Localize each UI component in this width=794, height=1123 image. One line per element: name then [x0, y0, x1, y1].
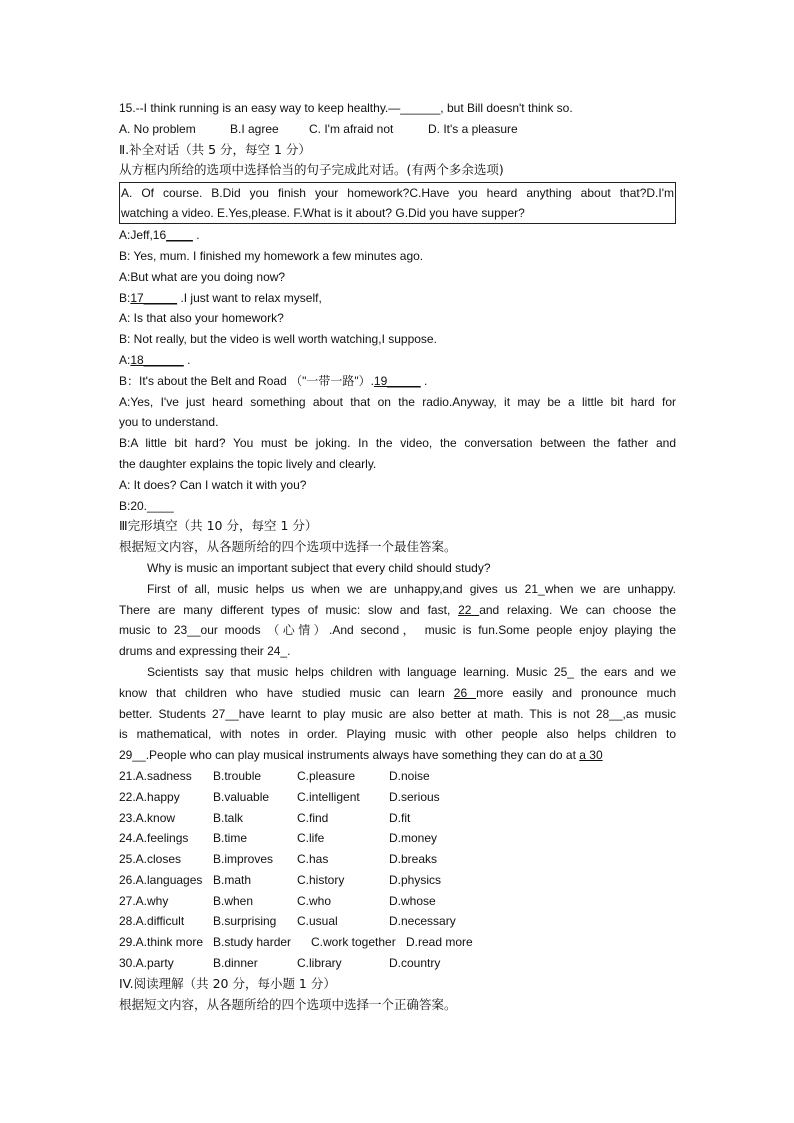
option-b: B.I agree — [230, 121, 279, 136]
option-c: C. I'm afraid not — [309, 121, 394, 136]
passage-line: There are many different types of music: slow and fast, 22 and relaxing. We can choose the — [119, 602, 676, 617]
question-15-options — [119, 119, 676, 140]
dialog-line: B:A little bit hard? You must be joking. In the video, the conversation between the father and — [119, 436, 676, 451]
passage-line: 29__.People who can play musical instruments always have something they can do at a 30 — [119, 748, 603, 763]
blank-18: 18______ — [130, 352, 184, 367]
section-4-instruction: 根据短文内容，从各题所给的四个选项中选择一个正确答案。 — [119, 996, 457, 1012]
options-box — [119, 182, 676, 224]
choice-row: 29.A.think more B.study harder C.work together D.read more — [119, 935, 473, 950]
dialog-line: B：It's about the Belt and Road （"一带一路"）.19_____ . — [119, 373, 428, 388]
dialog-line: A: Is that also your homework? — [119, 311, 284, 326]
choice-row: 23.A.know B.talk C.find D.fit — [119, 810, 411, 825]
passage-paragraph-2 — [119, 662, 676, 766]
dialog — [119, 225, 676, 516]
passage-paragraph-1 — [119, 579, 676, 662]
section-3-heading: Ⅲ完形填空（共 10 分，每空 1 分） — [119, 518, 318, 534]
dialog-line: you to understand. — [119, 415, 219, 430]
choice-row: 28.A.difficult B.surprising C.usual D.necessary — [119, 914, 456, 929]
options-box-line-1: A. Of course. B.Did you finish your homework?C.Have you heard anything about that?D.I'm — [121, 186, 674, 201]
passage-line: Scientists say that music helps children with language learning. Music 25_ the ears and we — [147, 664, 676, 679]
dialog-line: A: It does? Can I watch it with you? — [119, 477, 307, 492]
options-box-line-2: watching a video. E.Yes,please. F.What is it about? G.Did you have supper? — [121, 206, 525, 221]
exam-page — [119, 98, 676, 1015]
blank-30: a 30 — [579, 748, 603, 763]
section-4-heading: IV.阅读理解（共 20 分，每小题 1 分） — [119, 975, 336, 991]
choice-row: 24.A.feelings B.time C.life D.money — [119, 831, 438, 846]
dialog-line: A:Jeff,16____ . — [119, 228, 200, 243]
passage-line: know that children who have studied music can learn 26 more easily and pronounce much — [119, 685, 676, 700]
dialog-line: A:18______ . — [119, 352, 191, 367]
choice-row: 25.A.closes B.improves C.has D.breaks — [119, 852, 438, 867]
dialog-line: B: Not really, but the video is well worth watching,I suppose. — [119, 332, 437, 347]
blank-16: ____ — [166, 228, 193, 243]
choice-row: 30.A.party B.dinner C.library D.country — [119, 956, 441, 971]
question-15: 15.--I think running is an easy way to keep healthy.—______, but Bill doesn't think so. — [119, 101, 573, 115]
choices-list — [119, 766, 676, 974]
blank-26: 26 — [453, 685, 477, 700]
dialog-line: B: Yes, mum. I finished my homework a few minutes ago. — [119, 248, 424, 263]
passage-line: is mathematical, with notes in order. Playing music with other people also helps children to — [119, 727, 676, 742]
blank-17: 17_____ — [130, 290, 178, 305]
dialog-line: A:Yes, I've just heard something about that on the radio.Anyway, it may be a little bit hard for — [119, 394, 676, 409]
passage-line: First of all, music helps us when we are unhappy,and gives us 21_when we are unhappy. — [147, 581, 676, 596]
choice-row: 22.A.happy B.valuable C.intelligent D.serious — [119, 789, 440, 804]
section-2-instruction: 从方框内所给的选项中选择恰当的句子完成此对话。(有两个多余选项) — [119, 162, 504, 178]
passage-line: better. Students 27__have learnt to play music are also better at math. This is not 28__,as music — [119, 706, 676, 721]
section-3-instruction: 根据短文内容，从各题所给的四个选项中选择一个最佳答案。 — [119, 539, 457, 555]
blank-22: 22 — [458, 602, 480, 617]
passage-line: music to 23__our moods （心情）.And second， music is fun.Some people enjoy playing the — [119, 623, 676, 638]
dialog-line: the daughter explains the topic lively and clearly. — [119, 456, 377, 471]
choice-row: 27.A.why B.when C.who D.whose — [119, 893, 436, 908]
option-d: D. It's a pleasure — [428, 121, 518, 136]
option-a: A. No problem — [119, 121, 196, 136]
section-2-heading: Ⅱ.补全对话（共 5 分，每空 1 分） — [119, 141, 311, 157]
dialog-line: A:But what are you doing now? — [119, 269, 286, 284]
passage-title: Why is music an important subject that every child should study? — [147, 560, 491, 575]
choice-row: 26.A.languages B.math C.history D.physics — [119, 872, 442, 887]
dialog-line: B:17_____ .I just want to relax myself, — [119, 290, 322, 305]
passage-line: drums and expressing their 24_. — [119, 644, 291, 659]
blank-19: 19_____ — [373, 373, 421, 388]
dialog-line: B:20.____ — [119, 498, 174, 513]
choice-row: 21.A.sadness B.trouble C.pleasure D.noise — [119, 768, 430, 783]
